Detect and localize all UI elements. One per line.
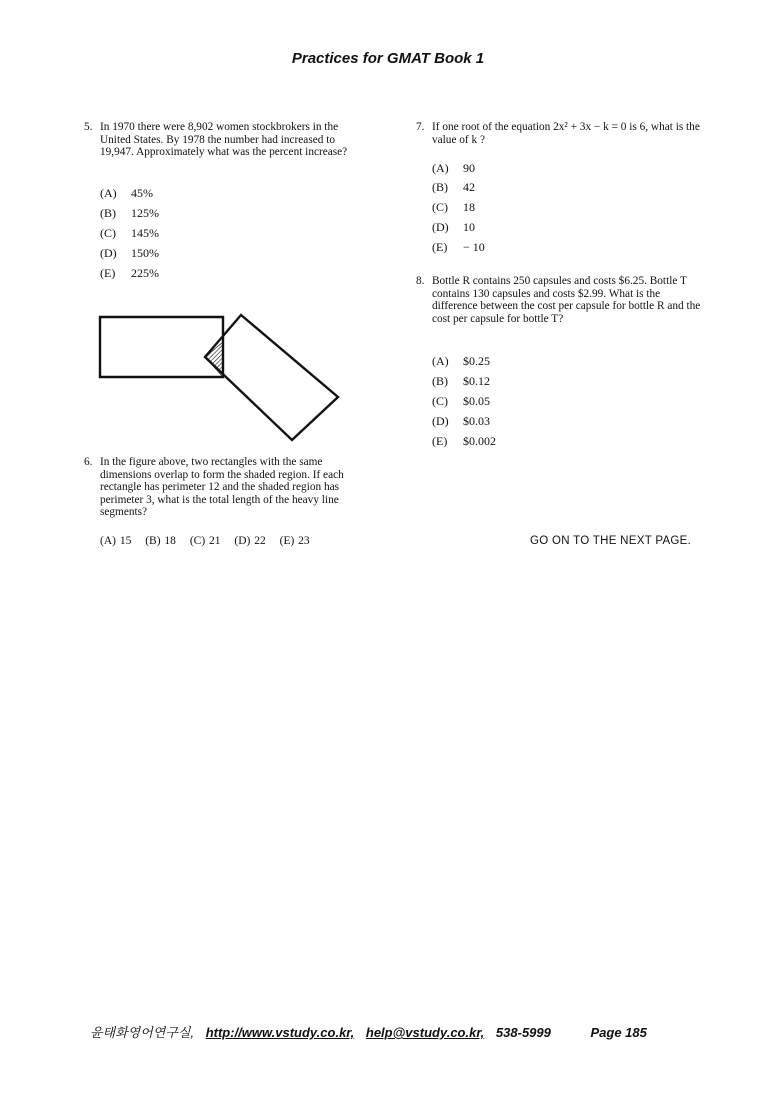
choice-b[interactable]: (B) 42: [432, 180, 475, 194]
question-8: [416, 275, 706, 325]
question-7: [416, 121, 706, 146]
footer-phone: 538-5999: [495, 1025, 551, 1040]
choice-d[interactable]: (D) 10: [432, 220, 475, 234]
choice-a[interactable]: (A) 90: [432, 161, 475, 175]
question-number: 8.: [416, 275, 425, 287]
page-footer: [90, 1022, 647, 1041]
choice-c[interactable]: (C) 21: [189, 535, 221, 547]
choice-b[interactable]: (B) $0.12: [432, 374, 490, 388]
answer-choices-6: [100, 535, 320, 547]
choice-b[interactable]: (B) 125%: [100, 206, 159, 220]
rectangle-rotated: [205, 315, 338, 440]
page-header: Practices for GMAT Book 1: [291, 50, 485, 67]
footer-email-link[interactable]: help@vstudy.co.kr,: [365, 1025, 485, 1040]
choice-d[interactable]: (D) $0.03: [432, 414, 490, 428]
footer-organization: 윤태화영어연구실,: [90, 1025, 195, 1040]
rectangle-left: [100, 317, 223, 377]
question-6: [84, 456, 370, 519]
choice-d[interactable]: (D) 22: [234, 535, 266, 547]
choice-a[interactable]: (A) 15: [100, 535, 132, 547]
overlapping-rectangles-figure: [96, 310, 346, 450]
question-number: 7.: [416, 121, 425, 133]
question-stem: If one root of the equation 2x² + 3x − k = 0 is 6, what is the value of k ?: [432, 121, 700, 146]
choice-c[interactable]: (C) $0.05: [432, 394, 490, 408]
question-number: 5.: [84, 121, 93, 133]
choice-d[interactable]: (D) 150%: [100, 246, 159, 260]
page-number: Page 185: [590, 1025, 647, 1040]
choice-c[interactable]: (C) 18: [432, 200, 475, 214]
question-number: 6.: [84, 456, 93, 468]
question-5: [84, 121, 370, 159]
choice-a[interactable]: (A) $0.25: [432, 354, 490, 368]
question-stem: In the figure above, two rectangles with the same dimensions overlap to form the shaded region. If each rectangle has perimeter 12 and the shaded region has perimeter 3, what is the total length of the heavy line segments?: [100, 456, 344, 519]
choice-c[interactable]: (C) 145%: [100, 226, 159, 240]
go-on-notice: GO ON TO THE NEXT PAGE.: [530, 535, 692, 547]
choice-e[interactable]: (E) 23: [279, 535, 310, 547]
choice-e[interactable]: (E) $0.002: [432, 434, 496, 448]
choice-a[interactable]: (A) 45%: [100, 186, 153, 200]
choice-e[interactable]: (E) − 10: [432, 240, 485, 254]
footer-url-link[interactable]: http://www.vstudy.co.kr,: [205, 1025, 355, 1040]
question-stem: In 1970 there were 8,902 women stockbrokers in the United States. By 1978 the number had increased to 19,947. Approximately what was the percent increase?: [100, 121, 348, 159]
choice-b[interactable]: (B) 18: [145, 535, 176, 547]
choice-e[interactable]: (E) 225%: [100, 266, 159, 280]
question-stem: Bottle R contains 250 capsules and costs $6.25. Bottle T contains 130 capsules and costs $2.99. What is the difference between the cost per capsule for bottle R and the cost per capsule for bottle T?: [432, 275, 701, 325]
